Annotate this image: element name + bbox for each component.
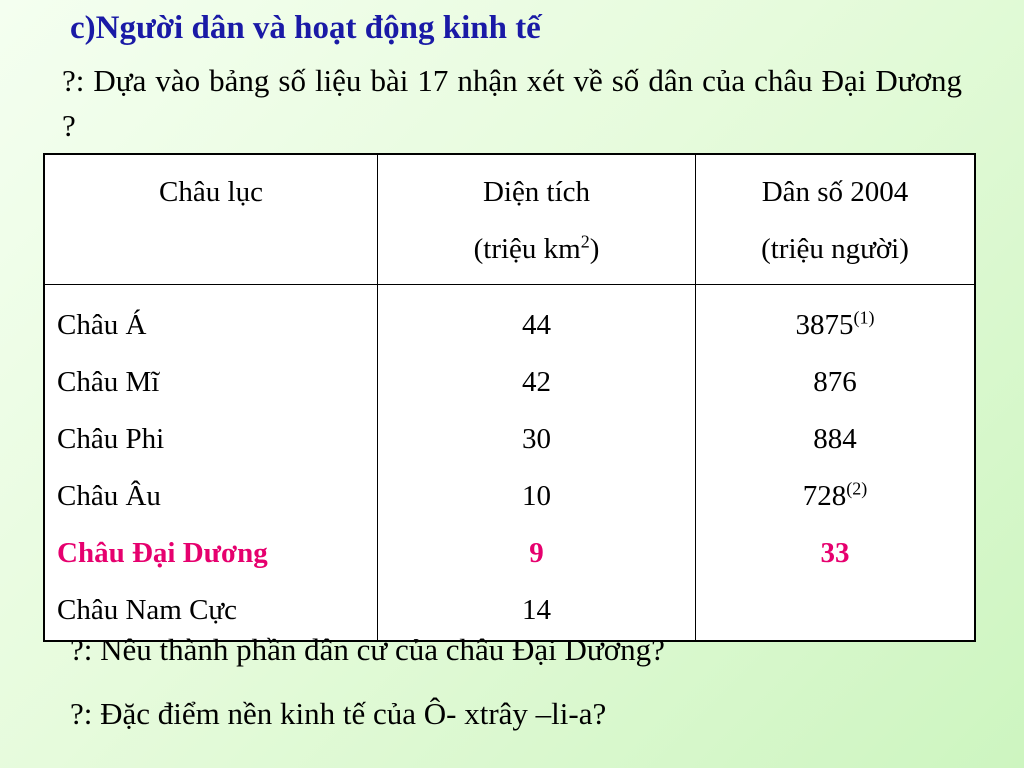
area-value: 14 <box>522 594 551 626</box>
area-value: 42 <box>522 366 551 398</box>
continent-names-cell <box>44 285 378 642</box>
continent-name: Châu Phi <box>57 423 165 455</box>
area-value: 44 <box>522 309 551 341</box>
area-value-highlighted: 9 <box>529 537 544 569</box>
population-number: 3875 <box>795 309 854 341</box>
continent-name-highlighted: Châu Đại Dương <box>57 537 268 569</box>
continent-name: Châu Mĩ <box>57 366 160 398</box>
population-value-empty <box>697 582 973 639</box>
table-body-row <box>44 285 975 642</box>
header-area-unit-close: ) <box>589 233 600 265</box>
population-values-cell <box>696 285 976 642</box>
population-value <box>697 411 973 468</box>
question-population: ?: Dựa vào bảng số liệu bài 17 nhận xét về số dân của châu Đại Dương ? <box>62 63 962 143</box>
header-continent <box>44 154 378 285</box>
population-value <box>697 297 973 354</box>
area-value: 30 <box>522 423 551 455</box>
population-value-highlighted <box>697 525 973 582</box>
header-area-unit-text: (triệu km <box>473 233 581 265</box>
population-number: 884 <box>813 423 857 455</box>
header-population <box>696 154 976 285</box>
continent-name: Châu Âu <box>57 480 161 512</box>
slide-title: c)Người dân và hoạt động kinh tế <box>70 10 541 46</box>
header-area-label: Diện tích <box>482 176 591 208</box>
area-values-cell <box>378 285 696 642</box>
continent-name: Châu Nam Cực <box>57 594 238 626</box>
population-number: 33 <box>820 537 850 569</box>
population-number: 728 <box>802 480 847 512</box>
header-population-label: Dân số 2004 <box>761 176 909 208</box>
population-value <box>697 468 973 525</box>
population-footnote: (2) <box>846 478 868 499</box>
question-australia-economy: ?: Đặc điểm nền kinh tế của Ô- xtrây –li-a? <box>70 696 607 731</box>
header-continent-label: Châu lục <box>159 176 263 208</box>
population-number: 876 <box>813 366 857 398</box>
continent-data-table <box>43 153 976 642</box>
header-population-unit: (triệu người) <box>761 233 909 265</box>
population-footnote: (1) <box>853 307 875 328</box>
population-value <box>697 354 973 411</box>
area-value: 10 <box>522 480 551 512</box>
header-area-unit <box>379 226 694 283</box>
header-area-unit-sup: 2 <box>580 231 590 252</box>
continent-name: Châu Á <box>57 309 147 341</box>
question-ethnic-composition: ?: Nêu thành phần dân cư của châu Đại Dương? <box>70 632 665 667</box>
header-area <box>378 154 696 285</box>
table-header-row <box>44 154 975 285</box>
